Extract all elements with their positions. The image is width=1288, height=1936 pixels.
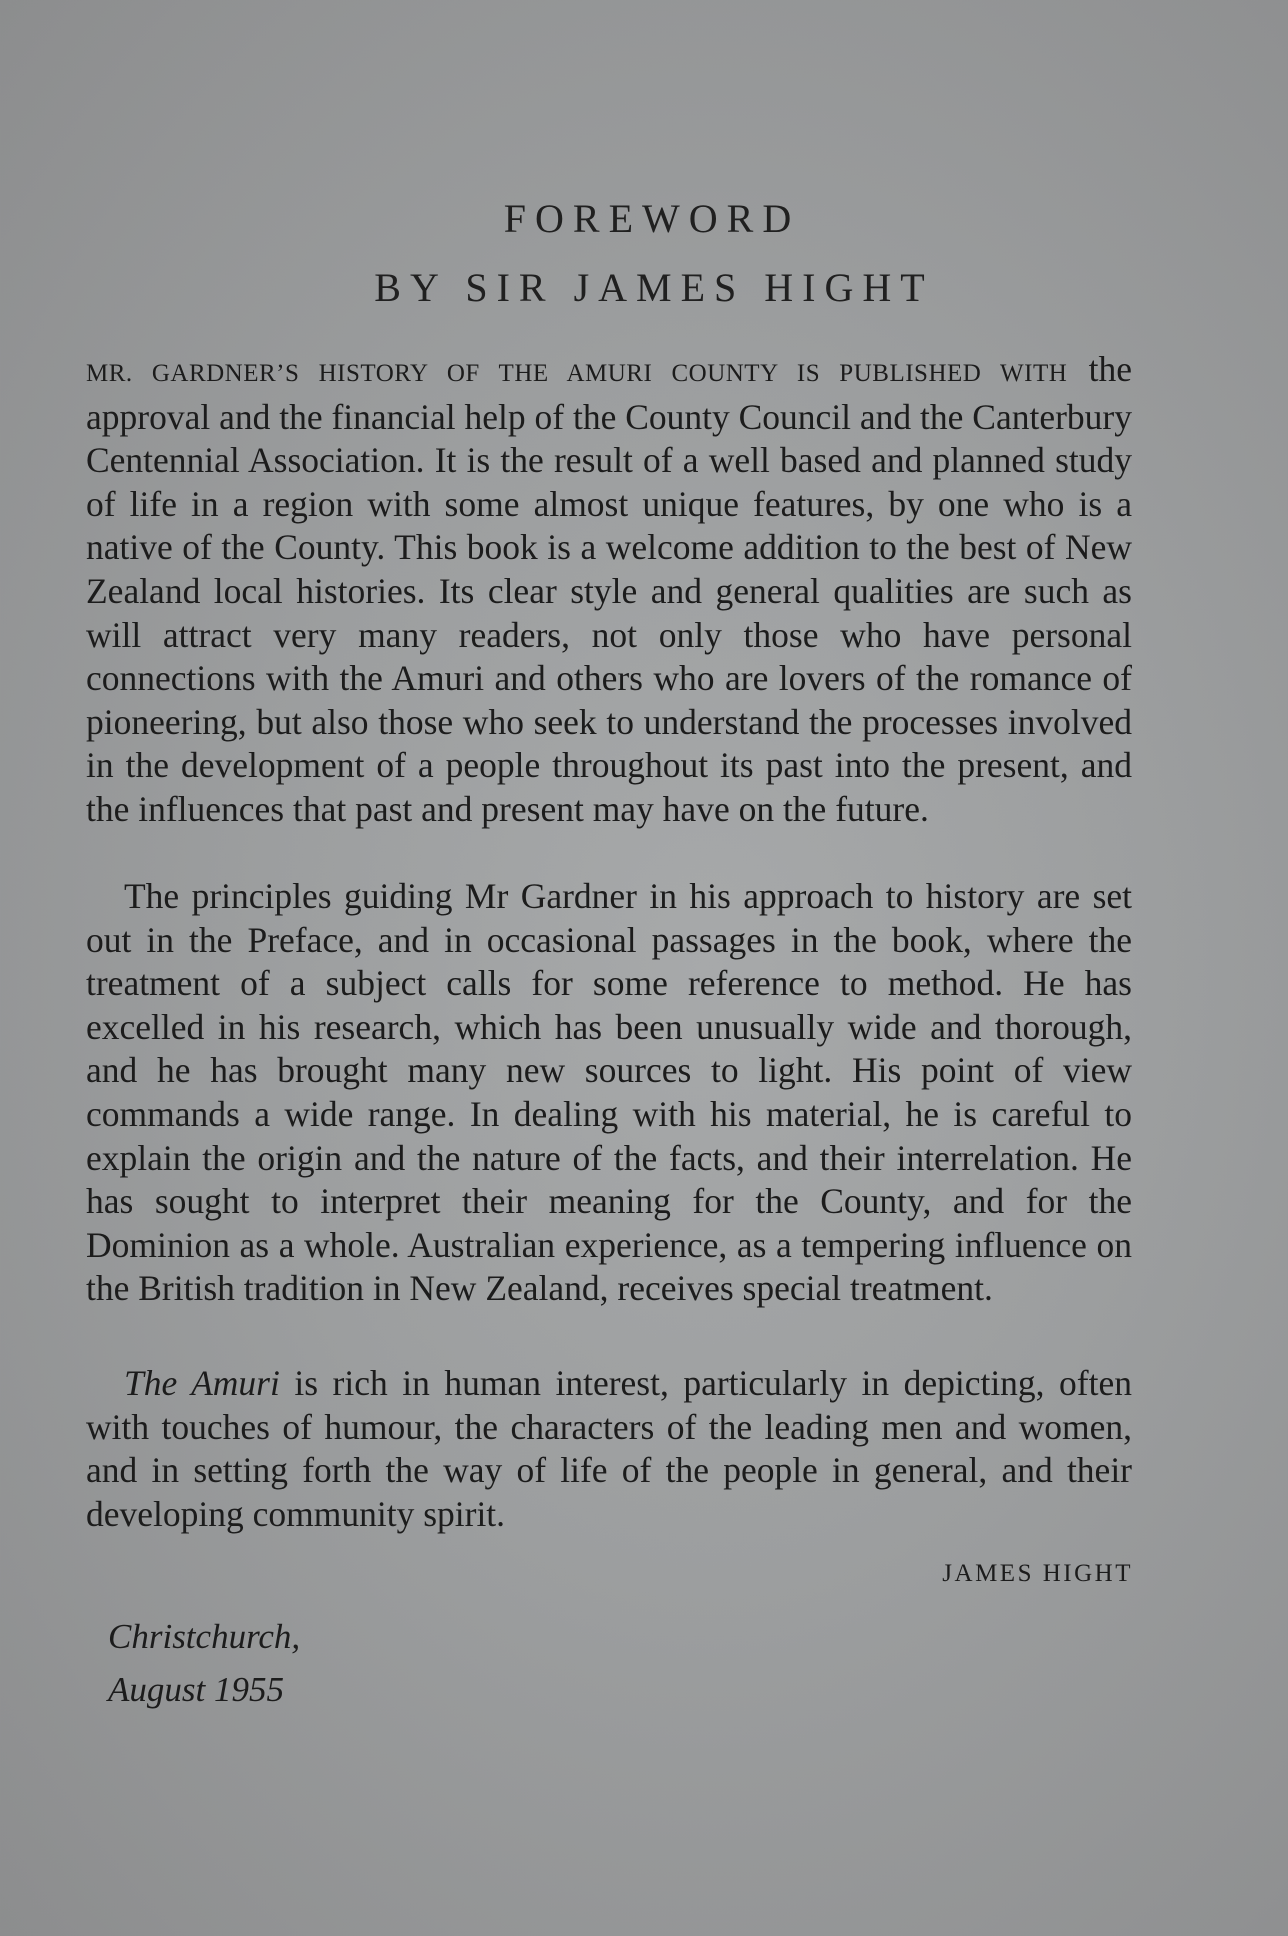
paragraph-2 xyxy=(86,875,1132,1311)
paragraph-text: is rich in human interest, particularly in depicting, often with touches of humour, the characters of the leading men and women, and in setting forth the way of life of the people in general, and their developing community spirit. xyxy=(86,1363,1133,1534)
paragraph-1 xyxy=(86,348,1132,832)
paragraph-lead: MR. GARDNER’S HISTORY OF THE AMURI COUNTY IS PUBLISHED WITH xyxy=(86,360,1068,387)
paragraph-text: The principles guiding Mr Gardner in his approach to history are set out in the Preface, and in occasional passages in the book, where the treatment of a subject calls for some reference to method. He has excelled in his research, which has been unusually wide and thorough, and he has brought many new sources to light. His point of view commands a wide range. In dealing with his material, he is careful to explain the origin and the nature of the facts, and their interrelation. He has sought to interpret their meaning for the County, and for the Dominion as a whole. Australian experience, as a tempering influence on the British tradition in New Zealand, receives special treatment. xyxy=(86,876,1132,1309)
page-subtitle: BY SIR JAMES HIGHT xyxy=(374,265,934,310)
paragraph-3 xyxy=(86,1362,1132,1536)
signature: JAMES HIGHT xyxy=(942,1560,1133,1587)
page-title: FOREWORD xyxy=(503,196,801,241)
paragraph-text: the approval and the financial help of the County Council and the Canterbury Centennial Association. It is the result of a well based and planned study of life in a region with some almost unique features, by one who is a native of the County. This book is a welcome addition to the best of New Zealand local histories. Its clear style and general qualities are such as will attract very many readers, not only those who have personal connections with the Amuri and others who are lovers of the romance of pioneering, but also those who seek to understand the processes involved in the development of a people throughout its past into the present, and the influences that past and present may have on the future. xyxy=(86,349,1132,829)
book-title: The Amuri xyxy=(124,1363,280,1403)
place: Christchurch, xyxy=(108,1617,301,1656)
date: August 1955 xyxy=(108,1670,284,1709)
